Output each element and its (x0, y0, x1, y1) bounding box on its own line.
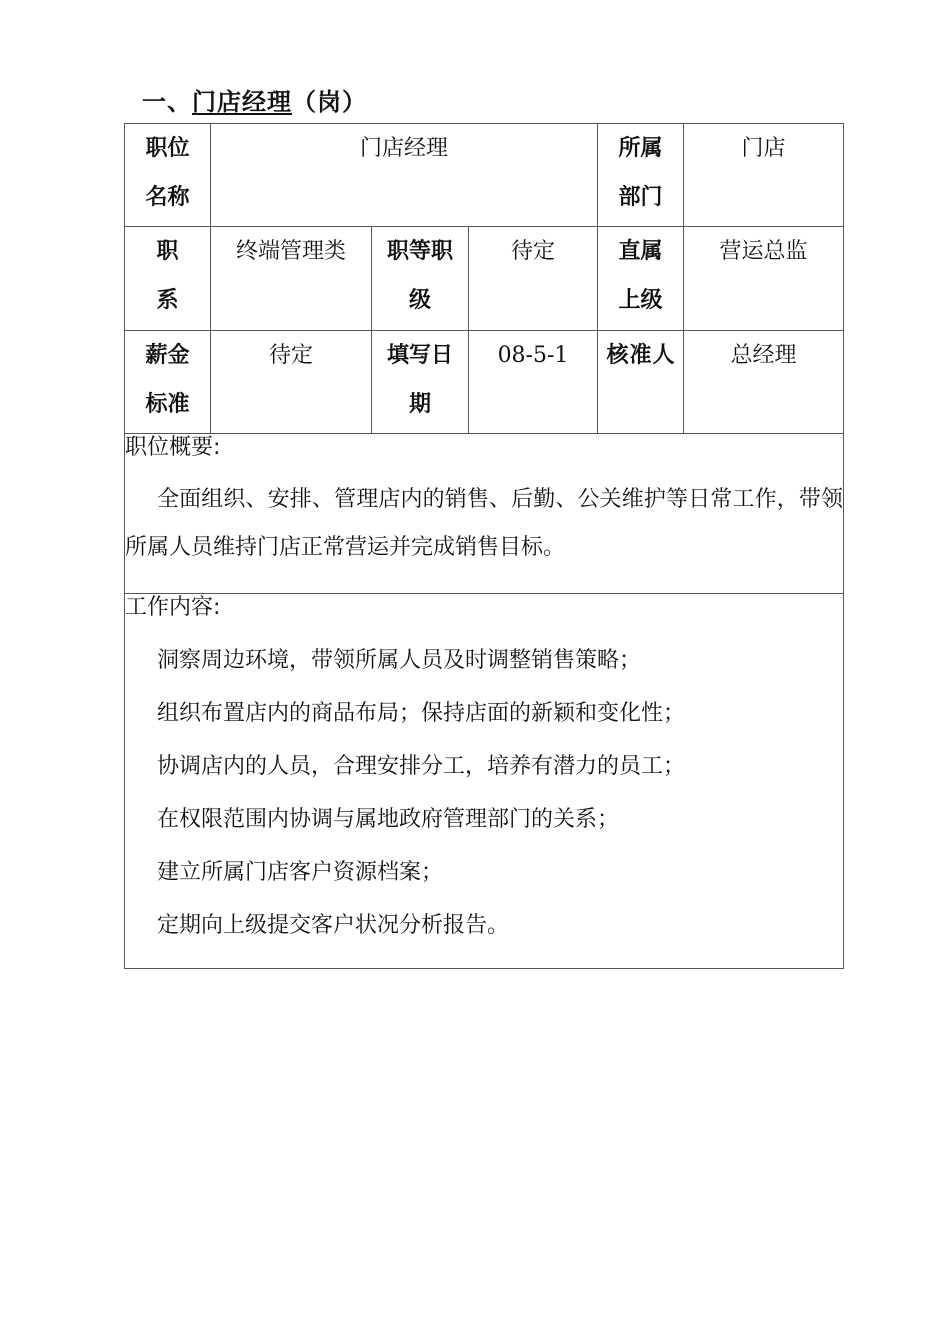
summary-heading: 职位概要: (125, 435, 221, 460)
list-item: 定期向上级提交客户状况分析报告。 (157, 913, 510, 938)
salary-label-cell (125, 331, 211, 434)
table-row (125, 227, 844, 331)
approver-label-cell (598, 331, 684, 434)
summary-text: 全面组织、安排、管理店内的销售、后勤、公关维护等日常工作，带领所属人员维持门店正常营运并完成销售目标。 (125, 487, 843, 560)
fill-date-value: 08-5-1 (469, 331, 598, 434)
salary-value: 待定 (211, 331, 372, 434)
title-position-name: 门店经理 (192, 88, 292, 116)
duties-cell (125, 594, 844, 969)
approver-label: 核准人 (606, 343, 675, 368)
supervisor-value: 营运总监 (684, 227, 844, 331)
duties-list (125, 634, 843, 952)
department-label: 所属部门 (618, 136, 663, 210)
table-row (125, 434, 844, 594)
table-row (125, 331, 844, 434)
job-description-table (124, 123, 844, 969)
salary-label: 薪金标准 (145, 343, 190, 417)
fill-date-label-cell (372, 331, 469, 434)
job-family-label: 职系 (156, 239, 179, 313)
position-name-value: 门店经理 (211, 124, 598, 227)
list-item: 建立所属门店客户资源档案； (157, 860, 444, 885)
section-title (142, 82, 367, 117)
list-item: 在权限范围内协调与属地政府管理部门的关系； (157, 807, 620, 832)
supervisor-label: 直属上级 (618, 239, 663, 313)
job-family-label-cell (125, 227, 211, 331)
list-item: 协调店内的人员，合理安排分工，培养有潜力的员工； (157, 754, 686, 779)
table-row (125, 124, 844, 227)
title-prefix: 一、 (142, 88, 192, 116)
list-item: 洞察周边环境，带领所属人员及时调整销售策略； (157, 648, 642, 673)
supervisor-label-cell (598, 227, 684, 331)
approver-value: 总经理 (684, 331, 844, 434)
table-row (125, 594, 844, 969)
grade-label-cell (372, 227, 469, 331)
fill-date-label: 填写日期 (386, 343, 453, 417)
title-suffix: （岗） (292, 88, 367, 116)
position-name-label-cell (125, 124, 211, 227)
department-label-cell (598, 124, 684, 227)
duties-heading: 工作内容: (125, 595, 221, 620)
summary-cell (125, 434, 844, 594)
department-value: 门店 (684, 124, 844, 227)
position-name-label: 职位名称 (145, 136, 190, 210)
list-item: 组织布置店内的商品布局；保持店面的新颖和变化性； (157, 701, 686, 726)
grade-label: 职等职级 (386, 239, 453, 313)
job-family-value: 终端管理类 (211, 227, 372, 331)
grade-value: 待定 (469, 227, 598, 331)
